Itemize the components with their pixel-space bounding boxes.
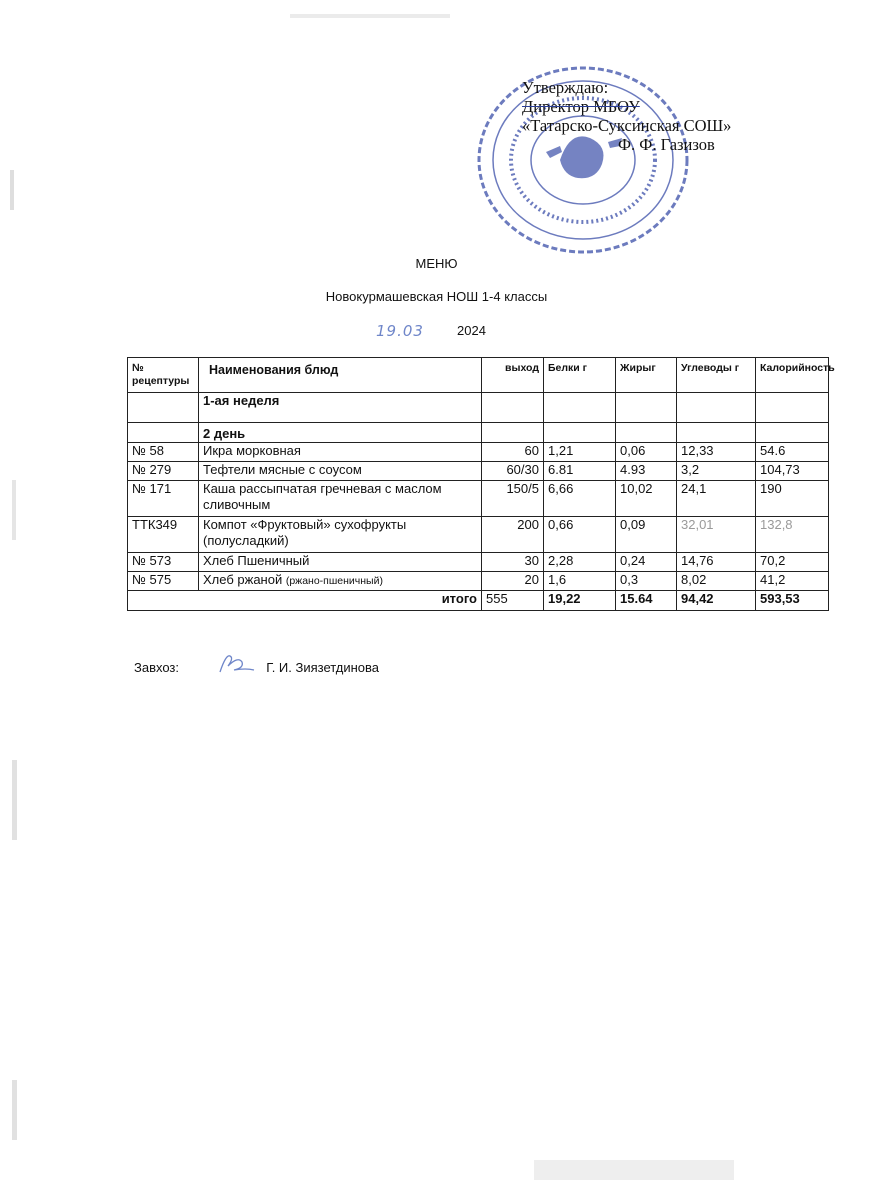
recipe-number: № 58: [128, 443, 199, 462]
header-protein: Белки г: [544, 358, 616, 393]
approval-line-3: «Татарско-Суксинская СОШ»: [522, 116, 732, 135]
header-fat: Жирыг: [616, 358, 677, 393]
scan-noise: [12, 480, 16, 540]
protein-value: 6,66: [544, 481, 616, 517]
header-carbs: Углеводы г: [677, 358, 756, 393]
table-row: [128, 553, 829, 572]
recipe-number: № 575: [128, 572, 199, 591]
total-carbs: 94,42: [677, 591, 756, 611]
week-label: 1-ая неделя: [199, 393, 482, 423]
dish-name-note: (ржано-пшеничный): [285, 575, 383, 587]
carbs-value: 3,2: [677, 462, 756, 481]
yield-value: 200: [482, 517, 544, 553]
recipe-number: № 279: [128, 462, 199, 481]
total-calories: 593,53: [756, 591, 829, 611]
scan-noise: [12, 760, 17, 840]
table-row: [128, 517, 829, 553]
dish-name: [199, 572, 482, 591]
day-label: 2 день: [199, 423, 482, 443]
yield-value: 30: [482, 553, 544, 572]
yield-value: 20: [482, 572, 544, 591]
week-row: [128, 393, 829, 423]
page-title: МЕНЮ: [415, 256, 458, 271]
protein-value: 1,6: [544, 572, 616, 591]
recipe-number: № 171: [128, 481, 199, 517]
fat-value: 0,09: [616, 517, 677, 553]
calories-value: 41,2: [756, 572, 829, 591]
footer-person: Г. И. Зиязетдинова: [266, 660, 380, 675]
fat-value: 10,02: [616, 481, 677, 517]
approval-block: [522, 78, 731, 154]
page-subtitle: Новокурмашевская НОШ 1-4 классы: [325, 289, 548, 304]
total-fat: 15.64: [616, 591, 677, 611]
fat-value: 4.93: [616, 462, 677, 481]
header-name: Наименования блюд: [199, 358, 482, 393]
approval-line-2: Директор МБОУ: [522, 97, 640, 116]
table-row: [128, 481, 829, 517]
header-calories: Калорийность: [756, 358, 829, 393]
fat-value: 0,3: [616, 572, 677, 591]
scan-noise: [10, 170, 14, 210]
recipe-number: ТТК349: [128, 517, 199, 553]
day-row: [128, 423, 829, 443]
table-row: [128, 572, 829, 591]
dish-name: Каша рассыпчатая гречневая с маслом сливочным: [199, 481, 482, 517]
dish-name: Компот «Фруктовый» сухофрукты (полусладкий): [199, 517, 482, 553]
fat-value: 0,06: [616, 443, 677, 462]
approval-line-4: Ф. Ф. Газизов: [618, 135, 715, 154]
fat-value: 0,24: [616, 553, 677, 572]
header-yield: выход: [482, 358, 544, 393]
table-row: [128, 443, 829, 462]
total-protein: 19,22: [544, 591, 616, 611]
calories-value: 104,73: [756, 462, 829, 481]
table-header-row: [128, 358, 829, 393]
total-label: итого: [128, 591, 482, 611]
calories-value: 190: [756, 481, 829, 517]
dish-name: Тефтели мясные с соусом: [199, 462, 482, 481]
year-label: 2024: [457, 323, 486, 338]
footer-role: Завхоз:: [134, 660, 179, 675]
calories-value: 70,2: [756, 553, 829, 572]
scan-noise: [12, 1080, 17, 1140]
approval-line-1: Утверждаю:: [522, 78, 609, 97]
menu-table: [127, 357, 835, 611]
calories-value: 132,8: [756, 517, 829, 553]
yield-value: 60: [482, 443, 544, 462]
yield-value: 150/5: [482, 481, 544, 517]
protein-value: 6.81: [544, 462, 616, 481]
yield-value: 60/30: [482, 462, 544, 481]
carbs-value: 24,1: [677, 481, 756, 517]
recipe-number: № 573: [128, 553, 199, 572]
table-row: [128, 462, 829, 481]
protein-value: 0,66: [544, 517, 616, 553]
scan-noise: [290, 14, 450, 18]
protein-value: 1,21: [544, 443, 616, 462]
carbs-value: 12,33: [677, 443, 756, 462]
calories-value: 54.6: [756, 443, 829, 462]
dish-name: Хлеб Пшеничный: [199, 553, 482, 572]
header-recipe: № рецептуры: [128, 358, 199, 393]
total-yield: 555: [482, 591, 544, 611]
scan-noise: [534, 1160, 734, 1180]
total-row: [128, 591, 829, 611]
handwritten-date: 19.03: [376, 322, 424, 340]
carbs-value: 8,02: [677, 572, 756, 591]
dish-name: Икра морковная: [199, 443, 482, 462]
carbs-value: 32,01: [677, 517, 756, 553]
dish-name-main: Хлеб ржаной: [203, 572, 286, 587]
protein-value: 2,28: [544, 553, 616, 572]
carbs-value: 14,76: [677, 553, 756, 572]
handwritten-signature: [216, 648, 266, 678]
